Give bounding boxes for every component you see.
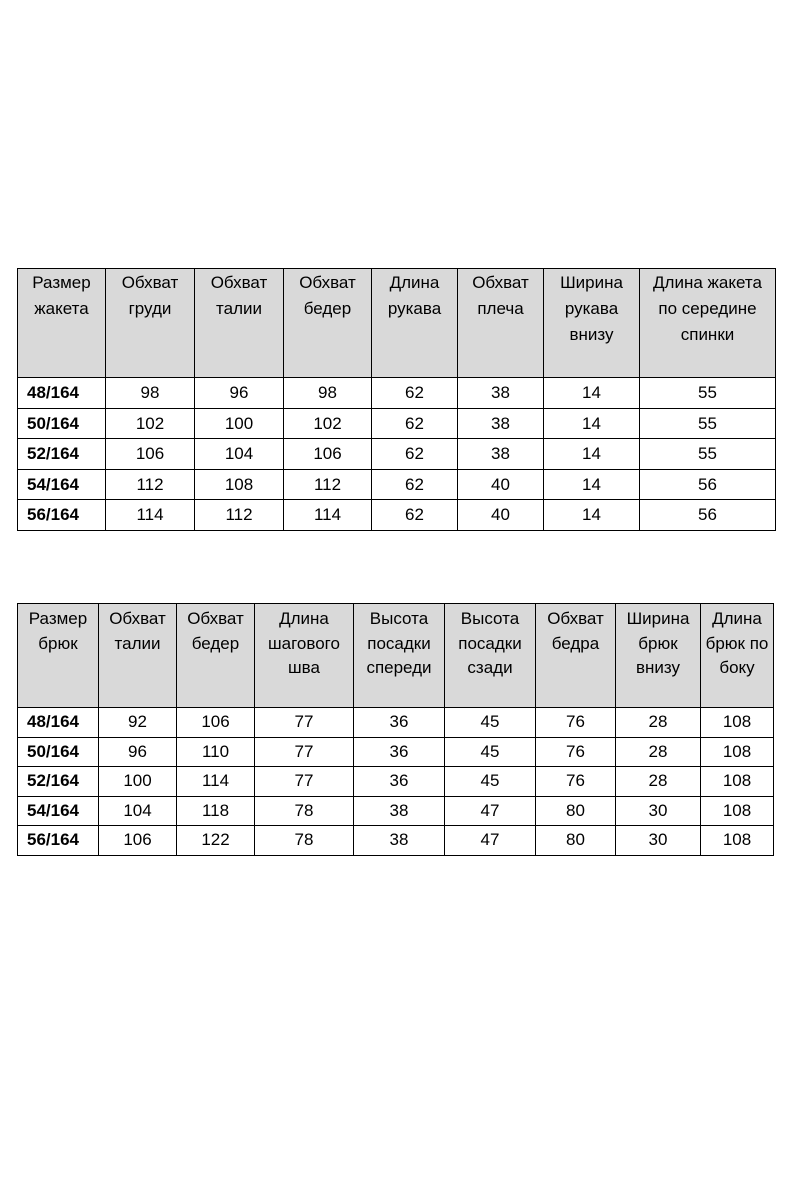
table-cell: 106	[284, 439, 372, 470]
table-row	[18, 796, 774, 826]
table-cell: 102	[284, 408, 372, 439]
jacket-header-sleeve-length: Длина рукава	[372, 269, 458, 378]
table-cell: 56	[640, 500, 776, 531]
table-cell: 45	[445, 737, 536, 767]
table-cell: 92	[99, 708, 177, 738]
table-cell: 76	[536, 737, 616, 767]
table-cell: 108	[701, 767, 774, 797]
table-cell: 55	[640, 378, 776, 409]
size-cell: 52/164	[18, 767, 99, 797]
pants-size-table	[17, 603, 774, 856]
jacket-header-back-length: Длина жакета по середине спинки	[640, 269, 776, 378]
table-cell: 38	[458, 408, 544, 439]
table-cell: 98	[284, 378, 372, 409]
table-row	[18, 469, 776, 500]
table-cell: 36	[354, 737, 445, 767]
table-cell: 14	[544, 439, 640, 470]
table-cell: 14	[544, 408, 640, 439]
table-cell: 100	[99, 767, 177, 797]
table-row	[18, 708, 774, 738]
pants-header-size: Размер брюк	[18, 604, 99, 708]
pants-header-side-length: Длина брюк по боку	[701, 604, 774, 708]
table-cell: 104	[195, 439, 284, 470]
size-cell: 48/164	[18, 378, 106, 409]
table-cell: 114	[284, 500, 372, 531]
table-cell: 96	[99, 737, 177, 767]
jacket-header-sleeve-width: Ширина рукава внизу	[544, 269, 640, 378]
table-cell: 108	[195, 469, 284, 500]
table-cell: 28	[616, 737, 701, 767]
table-cell: 114	[177, 767, 255, 797]
table-cell: 36	[354, 767, 445, 797]
jacket-header-chest: Обхват груди	[106, 269, 195, 378]
table-cell: 45	[445, 767, 536, 797]
table-cell: 80	[536, 826, 616, 856]
jacket-header-row	[18, 269, 776, 378]
jacket-header-hips: Обхват бедер	[284, 269, 372, 378]
table-cell: 55	[640, 439, 776, 470]
table-cell: 30	[616, 796, 701, 826]
table-cell: 112	[284, 469, 372, 500]
table-cell: 45	[445, 708, 536, 738]
table-cell: 55	[640, 408, 776, 439]
jacket-header-size: Размер жакета	[18, 269, 106, 378]
table-cell: 76	[536, 767, 616, 797]
table-cell: 62	[372, 378, 458, 409]
table-cell: 40	[458, 500, 544, 531]
table-row	[18, 439, 776, 470]
table-cell: 112	[106, 469, 195, 500]
table-cell: 56	[640, 469, 776, 500]
size-cell: 52/164	[18, 439, 106, 470]
table-cell: 80	[536, 796, 616, 826]
table-cell: 104	[99, 796, 177, 826]
table-cell: 28	[616, 708, 701, 738]
table-cell: 100	[195, 408, 284, 439]
table-cell: 114	[106, 500, 195, 531]
table-cell: 76	[536, 708, 616, 738]
table-cell: 62	[372, 469, 458, 500]
jacket-size-table	[17, 268, 776, 531]
pants-header-front-rise: Высота посадки спереди	[354, 604, 445, 708]
table-cell: 38	[354, 826, 445, 856]
pants-header-hem-width: Ширина брюк внизу	[616, 604, 701, 708]
table-cell: 108	[701, 826, 774, 856]
pants-header-hips: Обхват бедер	[177, 604, 255, 708]
table-row	[18, 767, 774, 797]
table-cell: 38	[458, 378, 544, 409]
table-cell: 78	[255, 826, 354, 856]
table-cell: 77	[255, 708, 354, 738]
table-cell: 108	[701, 708, 774, 738]
table-row	[18, 737, 774, 767]
table-cell: 98	[106, 378, 195, 409]
table-row	[18, 378, 776, 409]
jacket-header-waist: Обхват талии	[195, 269, 284, 378]
table-cell: 30	[616, 826, 701, 856]
table-cell: 102	[106, 408, 195, 439]
table-cell: 14	[544, 378, 640, 409]
size-cell: 54/164	[18, 796, 99, 826]
pants-header-back-rise: Высота посадки сзади	[445, 604, 536, 708]
pants-header-waist: Обхват талии	[99, 604, 177, 708]
table-cell: 122	[177, 826, 255, 856]
pants-header-row	[18, 604, 774, 708]
size-cell: 50/164	[18, 408, 106, 439]
table-cell: 62	[372, 500, 458, 531]
table-cell: 38	[354, 796, 445, 826]
table-cell: 62	[372, 439, 458, 470]
table-cell: 77	[255, 767, 354, 797]
table-cell: 108	[701, 796, 774, 826]
table-cell: 28	[616, 767, 701, 797]
size-cell: 54/164	[18, 469, 106, 500]
size-cell: 56/164	[18, 826, 99, 856]
size-cell: 50/164	[18, 737, 99, 767]
table-cell: 110	[177, 737, 255, 767]
table-cell: 62	[372, 408, 458, 439]
table-cell: 77	[255, 737, 354, 767]
pants-header-inseam: Длина шагового шва	[255, 604, 354, 708]
table-cell: 108	[701, 737, 774, 767]
table-cell: 38	[458, 439, 544, 470]
table-cell: 78	[255, 796, 354, 826]
jacket-header-shoulder: Обхват плеча	[458, 269, 544, 378]
table-cell: 96	[195, 378, 284, 409]
table-cell: 112	[195, 500, 284, 531]
table-cell: 14	[544, 500, 640, 531]
table-cell: 118	[177, 796, 255, 826]
table-cell: 47	[445, 796, 536, 826]
table-row	[18, 408, 776, 439]
table-cell: 36	[354, 708, 445, 738]
table-row	[18, 500, 776, 531]
size-cell: 48/164	[18, 708, 99, 738]
table-cell: 106	[177, 708, 255, 738]
table-cell: 106	[99, 826, 177, 856]
size-cell: 56/164	[18, 500, 106, 531]
table-cell: 106	[106, 439, 195, 470]
table-cell: 14	[544, 469, 640, 500]
pants-header-thigh: Обхват бедра	[536, 604, 616, 708]
table-cell: 47	[445, 826, 536, 856]
table-row	[18, 826, 774, 856]
table-cell: 40	[458, 469, 544, 500]
